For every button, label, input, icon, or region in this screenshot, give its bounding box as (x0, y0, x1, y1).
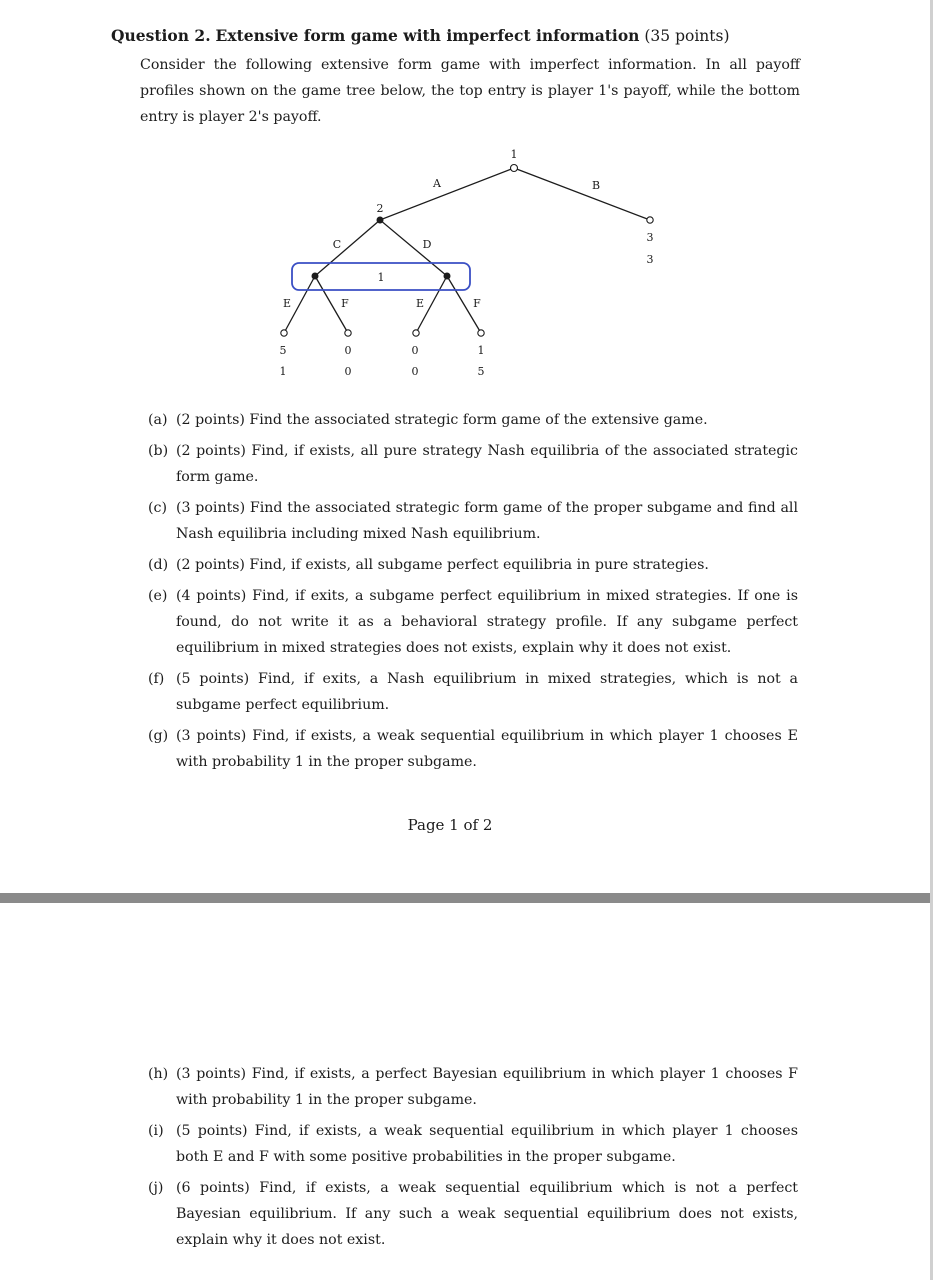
part-text: (2 points) Find the associated strategic form game of the extensive game. (176, 412, 708, 428)
player2-label: 2 (376, 202, 384, 215)
part-text: (2 points) Find, if exists, all subgame perfect equilibria in pure strategies. (176, 557, 709, 573)
part-text: (4 points) Find, if exits, a subgame perfect equilibrium in mixed strategies. If one is found, do not write it as a behavioral strategy profile. If any subgame perfect equilibrium in mixed strategies does not exists, explain why it does not exist. (176, 588, 798, 656)
root-node (511, 165, 518, 172)
part-label: (d) (148, 557, 169, 573)
branch-A (380, 168, 514, 220)
payoff-DF-p2: 5 (477, 365, 485, 378)
part-item (148, 438, 798, 490)
question-title: Extensive form game with imperfect information (215, 26, 640, 45)
move-A-label: A (433, 177, 441, 190)
payoff-DE-p2: 0 (411, 365, 419, 378)
part-item (148, 666, 798, 718)
payoff-B-p2: 3 (646, 253, 654, 266)
part-item (148, 495, 798, 547)
payoff-DF-p1: 1 (477, 344, 485, 357)
part-text: (2 points) Find, if exists, all pure strategy Nash equilibria of the associated strategic form game. (176, 443, 798, 485)
parts-list-page-1 (148, 407, 798, 780)
move-B-label: B (591, 179, 601, 192)
move-E-right-label: E (415, 297, 425, 310)
info-node-left (312, 273, 319, 280)
part-label: (c) (148, 500, 168, 516)
part-item (148, 583, 798, 661)
part-label: (e) (148, 588, 168, 604)
page-separator (0, 893, 933, 903)
payoff-B-p1: 3 (646, 231, 654, 244)
part-label: (h) (148, 1066, 169, 1082)
move-F-right-label: F (473, 297, 481, 310)
part-label: (a) (148, 412, 168, 428)
part-item (148, 407, 798, 433)
part-text: (5 points) Find, if exits, a Nash equilibrium in mixed strategies, which is not a subgame perfect equilibrium. (176, 671, 798, 713)
payoff-CF-p2: 0 (344, 365, 352, 378)
branch-C (315, 220, 380, 276)
move-D-label: D (422, 238, 432, 251)
terminal-node-B (647, 217, 653, 223)
page-footer: Page 1 of 2 (407, 816, 493, 834)
part-item (148, 723, 798, 775)
move-E-left-label: E (282, 297, 292, 310)
part-text: (3 points) Find the associated strategic form game of the proper subgame and find all Nash equilibria including mixed Nash equilibrium. (176, 500, 798, 542)
terminal-node-DE (413, 330, 419, 336)
payoff-CE-p1: 5 (279, 344, 287, 357)
part-label: (b) (148, 443, 169, 459)
part-label: (g) (148, 728, 169, 744)
part-label: (f) (148, 671, 165, 687)
move-F-left-label: F (341, 297, 349, 310)
terminal-node-CE (281, 330, 287, 336)
question-number: Question 2. (111, 26, 211, 45)
part-text: (6 points) Find, if exists, a weak sequential equilibrium which is not a perfect Bayesian equilibrium. If any such a weak sequential equilibrium does not exists, explain why it does not exist. (176, 1180, 798, 1248)
part-text: (5 points) Find, if exists, a weak sequential equilibrium in which player 1 chooses both E and F with some positive probabilities in the proper subgame. (176, 1123, 798, 1165)
payoff-CE-p2: 1 (279, 365, 287, 378)
part-item (148, 1118, 798, 1170)
game-tree (0, 140, 933, 390)
parts-list-page-2 (148, 1061, 798, 1258)
terminal-node-DF (478, 330, 484, 336)
branch-D (380, 220, 447, 276)
payoff-DE-p1: 0 (411, 344, 419, 357)
question-heading (111, 26, 730, 45)
part-item (148, 552, 798, 578)
info-node-right (444, 273, 451, 280)
part-text: (3 points) Find, if exists, a perfect Bayesian equilibrium in which player 1 chooses F with probability 1 in the proper subgame. (176, 1066, 798, 1108)
info-set-player-label: 1 (377, 271, 385, 284)
part-text: (3 points) Find, if exists, a weak sequential equilibrium in which player 1 chooses E with probability 1 in the proper subgame. (176, 728, 798, 770)
page-2 (0, 903, 933, 1280)
part-label: (i) (148, 1123, 164, 1139)
move-C-label: C (332, 238, 342, 251)
payoff-CF-p1: 0 (344, 344, 352, 357)
branch-B (514, 168, 650, 220)
root-player-label: 1 (510, 148, 518, 161)
question-points: (35 points) (644, 27, 730, 45)
part-item (148, 1061, 798, 1113)
part-label: (j) (148, 1180, 164, 1196)
player2-node (377, 217, 384, 224)
terminal-node-CF (345, 330, 351, 336)
part-item (148, 1175, 798, 1253)
question-intro: Consider the following extensive form game with imperfect information. In all payoff profiles shown on the game tree below, the top entry is player 1's payoff, while the bottom entry is player 2's payoff. (140, 57, 800, 125)
